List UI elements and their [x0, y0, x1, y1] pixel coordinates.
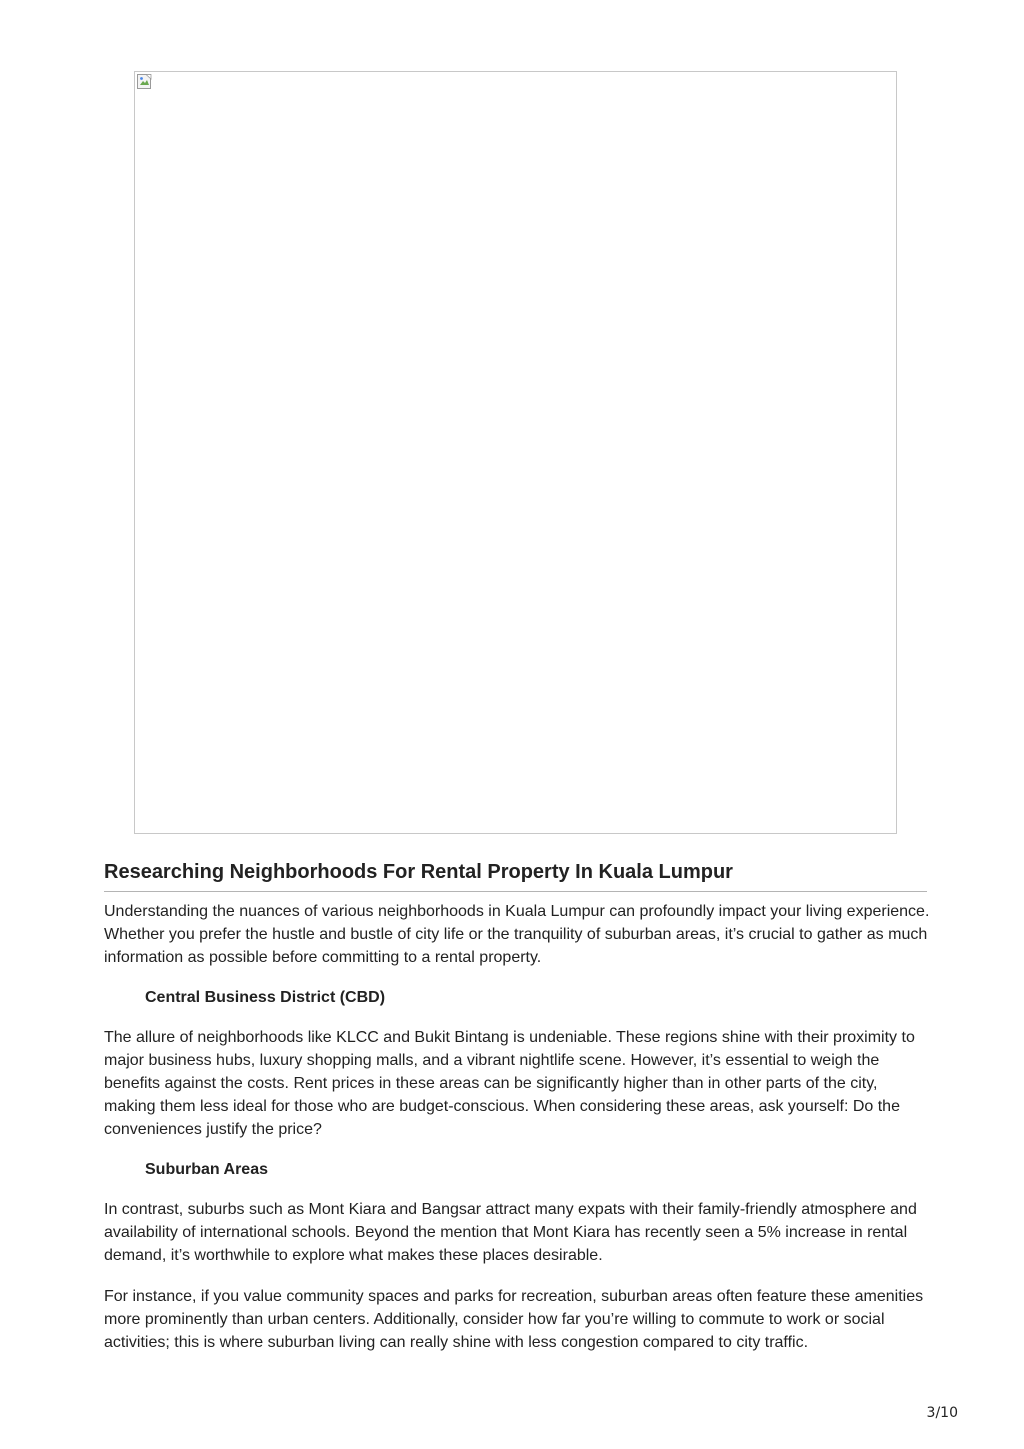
- article-image: [134, 71, 897, 834]
- intro-paragraph: Understanding the nuances of various neighborhoods in Kuala Lumpur can profoundly impact your living experience. Whether you prefer the hustle and bustle of city life or the tranquility of suburban areas, it’s crucial to gather as much information as possible before committing to a rental property.: [104, 903, 930, 966]
- suburban-paragraph-1: In contrast, suburbs such as Mont Kiara and Bangsar attract many expats with their family-friendly atmosphere and availability of international schools. Beyond the mention that Mont Kiara has recently seen a 5% increase in rental demand, it’s worthwhile to explore what makes these places desirable.: [104, 1201, 917, 1264]
- section-heading: Researching Neighborhoods For Rental Property In Kuala Lumpur: [104, 860, 927, 892]
- broken-image-icon: [137, 74, 153, 90]
- suburban-subheading: Suburban Areas: [145, 1161, 268, 1178]
- cbd-subheading: Central Business District (CBD): [145, 989, 386, 1006]
- suburban-paragraph-2: For instance, if you value community spaces and parks for recreation, suburban areas often feature these amenities more prominently than urban centers. Additionally, consider how far you’re willing to commute to work or social activities; this is where suburban living can really shine with less congestion compared to city traffic.: [104, 1288, 924, 1351]
- cbd-paragraph: The allure of neighborhoods like KLCC and Bukit Bintang is undeniable. These regions shine with their proximity to major business hubs, luxury shopping malls, and a vibrant nightlife scene. However, it’s essential to weigh the benefits against the costs. Rent prices in these areas can be significantly higher than in other parts of the city, making them less ideal for those who are budget-conscious. When considering these areas, ask yourself: Do the conveniences justify the price?: [104, 1029, 915, 1138]
- page-number: 3/10: [926, 1405, 958, 1421]
